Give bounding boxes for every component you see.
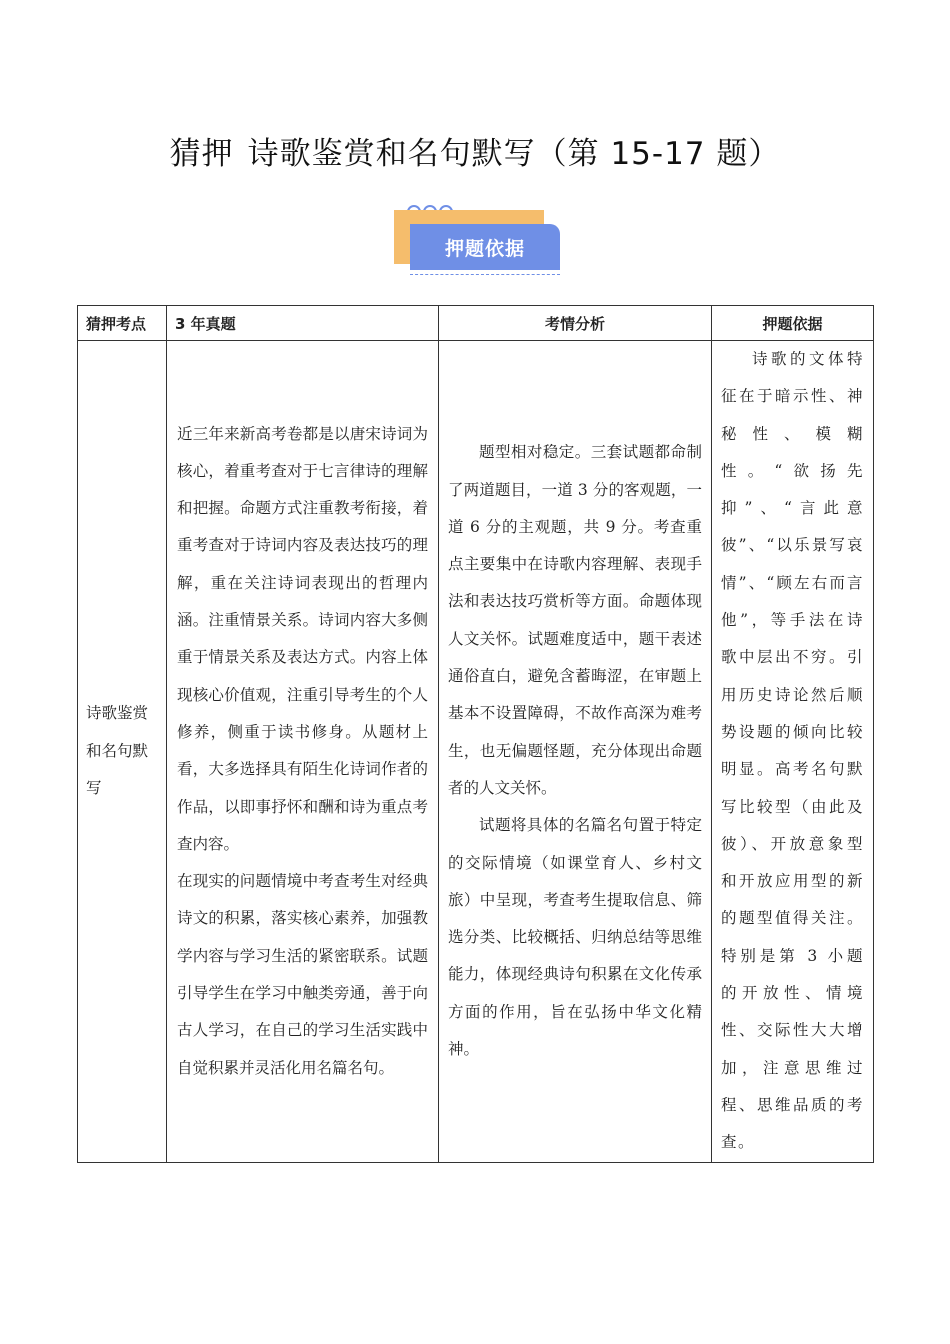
exam-paragraph: 近三年来新高考卷都是以唐宋诗词为核心，着重考查对于七言律诗的理解和把握。命题方式注重教考衔接，着重考查对于诗词内容及表达技巧的理解，重在关注诗词表现出的哲理内涵。注重情景关系。诗词内容大多侧重于情景关系及表达方式。内容上体现核心价值观，注重引导考生的个人修养，侧重于读书修身。从题材上看，大多选择具有陌生化诗词作者的作品，以即事抒怀和酬和诗为重点考查内容。 xyxy=(177,424,428,853)
analysis-paragraph: 试题将具体的名篇名句置于特定的交际情境（如课堂育人、乡村文旅）中呈现，考查考生提取信息、筛选分类、比较概括、归纳总结等思维能力，体现经典诗句积累在文化传承方面的作用，旨在弘扬中华文化精神。 xyxy=(448,816,702,1058)
cell-exam-questions xyxy=(167,341,439,1163)
page-title xyxy=(0,128,950,173)
section-badge xyxy=(392,196,562,280)
exam-paragraph: 在现实的问题情境中考查考生对经典诗文的积累，落实核心素养，加强教学内容与学习生活的紧密联系。试题引导学生在学习中触类旁通，善于向古人学习，在自己的学习生活实践中自觉积累并灵活化用名篇名句。 xyxy=(177,872,428,1077)
page-title-prefix: 猜押 xyxy=(169,136,234,172)
table-row xyxy=(78,341,874,1163)
cell-topic: 诗歌鉴赏和名句默写 xyxy=(78,341,167,1163)
header-topic: 猜押考点 xyxy=(78,306,167,341)
page-title-main: 诗歌鉴赏和名句默写（第 15-17 题） xyxy=(247,136,781,172)
table-header-row xyxy=(78,306,874,341)
header-basis: 押题依据 xyxy=(712,306,874,341)
cell-analysis xyxy=(439,341,712,1163)
badge-label: 押题依据 xyxy=(410,224,560,270)
badge-dashed-line xyxy=(410,274,560,275)
header-analysis: 考情分析 xyxy=(439,306,712,341)
analysis-paragraph: 题型相对稳定。三套试题都命制了两道题目，一道 3 分的客观题，一道 6 分的主观题，共 9 分。考查重点主要集中在诗歌内容理解、表现手法和表达技巧赏析等方面。命题体现人文关怀。试题难度适中，题干表述通俗直白，避免含蓄晦涩，在审题上基本不设置障碍，不故作高深为难考生，也无偏题怪题，充分体现出命题者的人文关怀。 xyxy=(448,443,702,797)
header-exam-questions: 3 年真题 xyxy=(167,306,439,341)
basis-paragraph: 诗歌的文体特征在于暗示性、神秘性、模糊性。“欲扬先抑”、“言此意彼”、“以乐景写哀情”、“顾左右而言他”，等手法在诗歌中层出不穷。引用历史诗论然后顺势设题的倾向比较明显。高考名句默写比较型（由此及彼）、开放意象型和开放应用型的新的题型值得关注。特别是第 3 小题的开放性、情境性、交际性大大增加，注意思维过程、思维品质的考查。 xyxy=(721,350,864,1152)
analysis-table xyxy=(77,305,874,1163)
cell-basis xyxy=(712,341,874,1163)
